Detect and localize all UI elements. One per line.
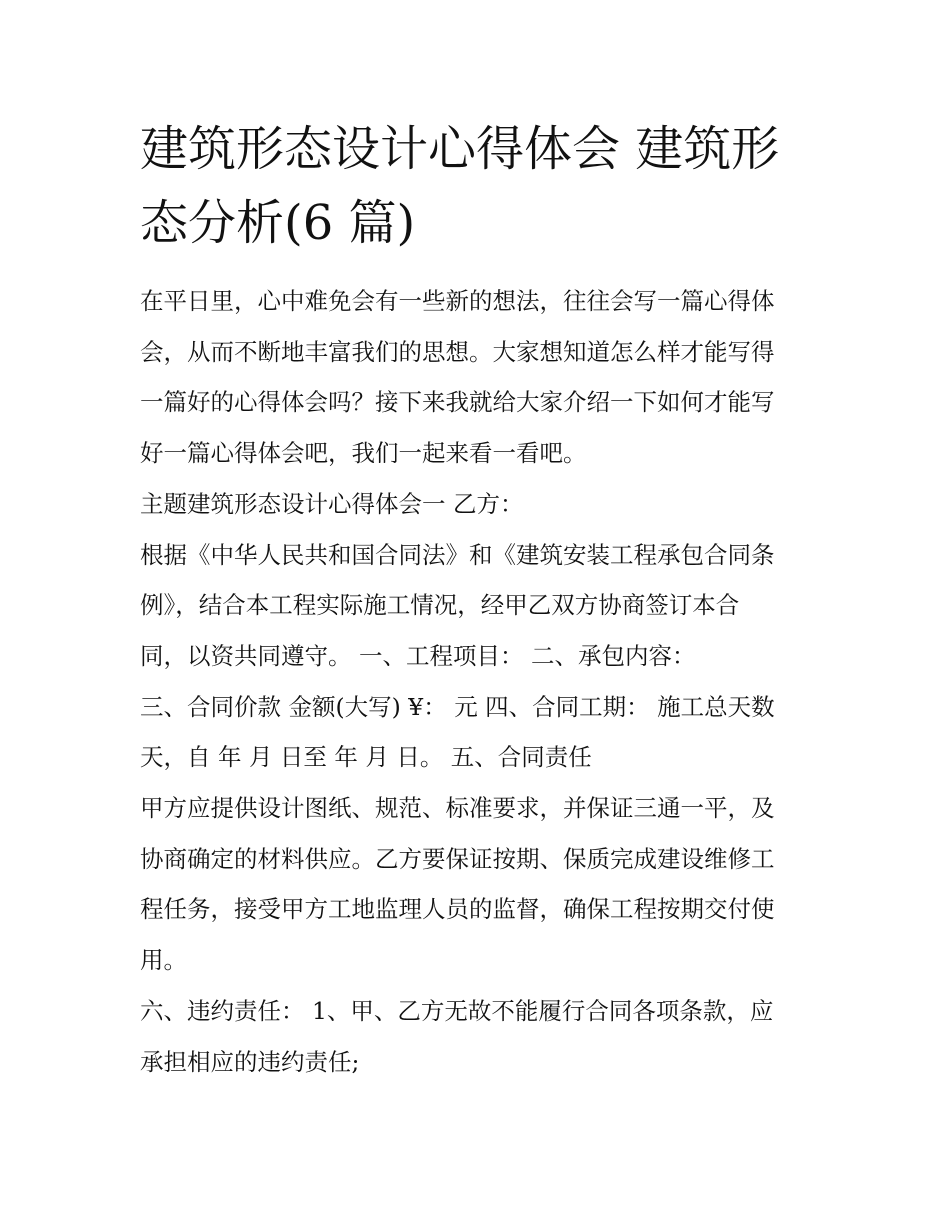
liability-paragraph: [140, 986, 820, 1087]
text-line: 好一篇心得体会吧，我们一起来看一看吧。: [140, 439, 587, 468]
text-line: 甲方应提供设计图纸、规范、标准要求，并保证三通一平，及: [140, 794, 775, 823]
text-line: 六、违约责任： 1、甲、乙方无故不能履行合同各项条款，应: [140, 996, 774, 1025]
title-line: 建筑形态设计心得体会 建筑形: [140, 121, 780, 177]
text-line: 用。: [140, 946, 187, 975]
text-line: 程任务，接受甲方工地监理人员的监督，确保工程按期交付使: [140, 895, 775, 924]
text-line: 主题建筑形态设计心得体会一 乙方：: [140, 489, 524, 518]
document-body: [140, 276, 820, 1087]
text-line: 承担相应的违约责任;: [140, 1047, 360, 1076]
section-heading-paragraph: [140, 479, 820, 530]
intro-paragraph: [140, 276, 820, 479]
text-line: 三、合同价款 金额(大写) ¥： 元 四、合同工期： 施工总天数: [140, 692, 775, 721]
contract-basis-paragraph: [140, 530, 820, 784]
text-line: 在平日里，心中难免会有一些新的想法，往往会写一篇心得体: [140, 287, 775, 315]
text-line: 一篇好的心得体会吗？接下来我就给大家介绍一下如何才能写: [140, 388, 775, 417]
text-line: 会，从而不断地丰富我们的思想。大家想知道怎么样才能写得: [140, 337, 775, 366]
text-line: 天，自 年 月 日至 年 月 日。 五、合同责任: [140, 743, 592, 772]
text-line: 例》，结合本工程实际施工情况，经甲乙双方协商签订本合: [140, 591, 740, 620]
text-line: 同，以资共同遵守。 一、工程项目： 二、承包内容：: [140, 641, 696, 670]
text-line: 协商确定的材料供应。乙方要保证按期、保质完成建设维修工: [140, 844, 775, 873]
title-line: 态分析(6 篇): [140, 195, 416, 251]
responsibility-paragraph: [140, 783, 820, 986]
page-title: [140, 112, 820, 260]
text-line: 根据《中华人民共和国合同法》和《建筑安装工程承包合同条: [140, 540, 775, 569]
